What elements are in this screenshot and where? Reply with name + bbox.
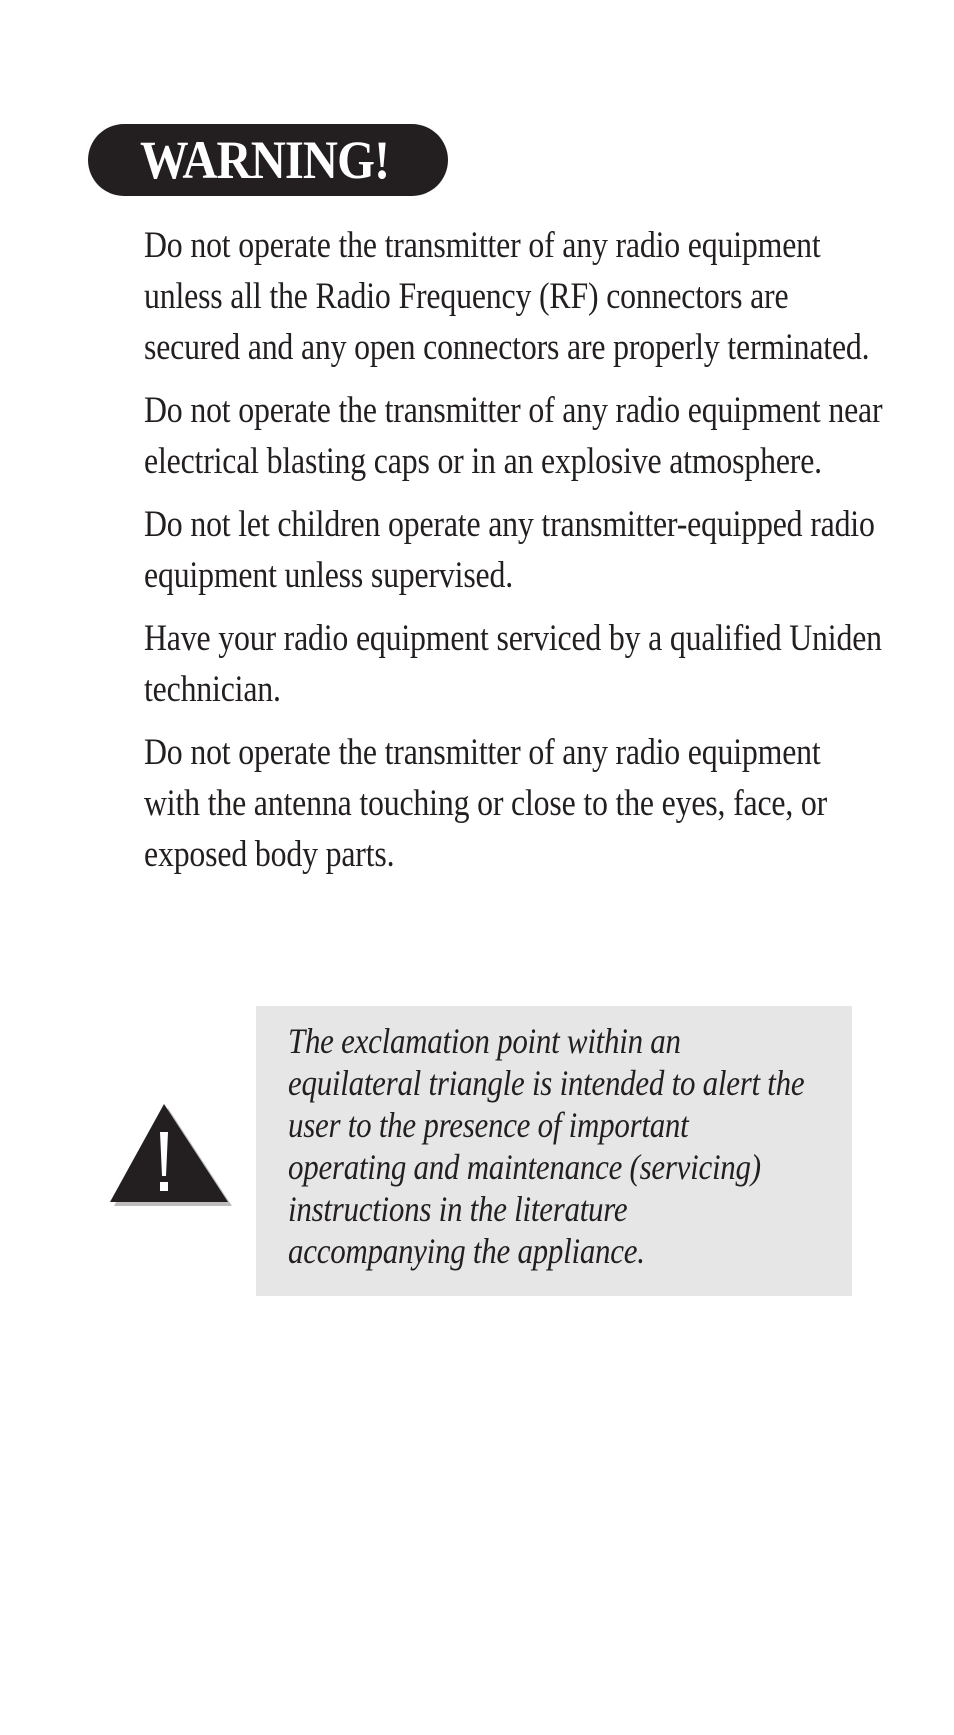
caution-note-line: instructions in the literature [288,1189,628,1229]
exclamation-triangle-icon [98,1102,232,1210]
warning-title: WARNING! [140,130,390,190]
warning-paragraph-antenna: Do not operate the transmitter of any radio equipment with the antenna touching or close to the eyes, face, or exposed body parts. [144,732,828,875]
caution-note-line: The exclamation point within an [288,1021,681,1061]
warning-badge [88,124,448,196]
warning-paragraph-blasting-caps: Do not operate the transmitter of any radio equipment near electrical blasting caps or in an explosive atmosphere. [144,390,883,482]
caution-note-line: user to the presence of important [288,1105,689,1145]
caution-note-line: accompanying the appliance. [288,1231,645,1271]
warning-list [144,220,884,892]
caution-note-line: equilateral triangle is intended to alert the [288,1063,805,1103]
warning-paragraph-rf-connectors: Do not operate the transmitter of any radio equipment unless all the Radio Frequency (RF) connectors are secured and any open connectors are properly terminated. [144,225,870,368]
caution-note-box [256,1006,852,1296]
caution-note-line: operating and maintenance (servicing) [288,1147,761,1187]
warning-paragraph-children: Do not let children operate any transmitter-equipped radio equipment unless supervised. [144,504,875,596]
warning-paragraph-service: Have your radio equipment serviced by a qualified Uniden technician. [144,618,882,710]
caution-note-text [288,1020,838,1272]
